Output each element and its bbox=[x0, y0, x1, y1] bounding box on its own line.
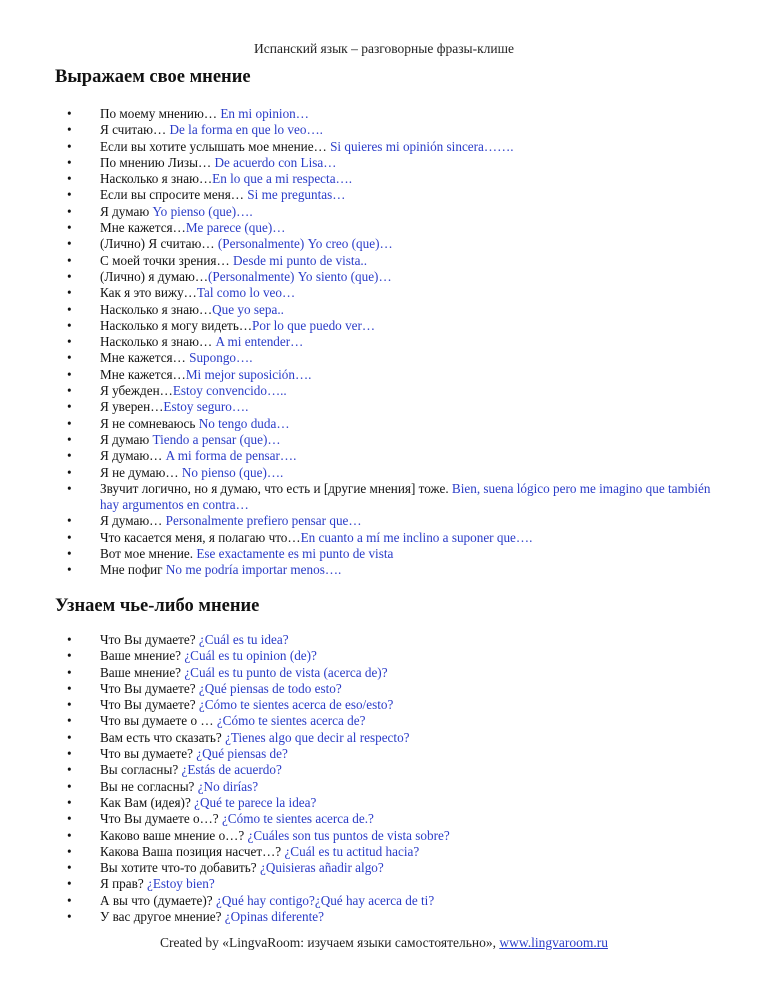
phrase-spanish: ¿Tienes algo que decir al respecto? bbox=[225, 729, 410, 745]
phrase-item bbox=[55, 909, 715, 925]
phrase-spanish: Estoy convencido….. bbox=[172, 383, 287, 399]
phrase-spanish: En mi opinion… bbox=[220, 106, 309, 121]
phrase-item bbox=[55, 632, 715, 648]
phrase-russian: Мне кажется… bbox=[100, 366, 186, 382]
phrase-spanish: Si me preguntas… bbox=[247, 187, 346, 203]
phrase-russian: Что Вы думаете о…? bbox=[100, 811, 222, 827]
phrase-russian: По мнению Лизы… bbox=[100, 154, 215, 170]
phrase-spanish: ¿Cuál es tu idea? bbox=[198, 632, 289, 647]
phrase-item bbox=[55, 285, 715, 301]
phrase-spanish: No me podría importar menos…. bbox=[165, 562, 342, 578]
phrase-spanish: Por lo que puedo ver… bbox=[252, 317, 376, 333]
phrase-item bbox=[55, 811, 715, 827]
phrase-russian: Мне кажется… bbox=[100, 350, 190, 366]
phrase-item bbox=[55, 187, 715, 203]
phrase-item bbox=[55, 106, 715, 122]
phrase-russian: Я уверен… bbox=[100, 399, 164, 415]
phrase-spanish: Estoy seguro…. bbox=[163, 399, 249, 415]
phrase-spanish: Bien, suena lógico pero me imagino que también hay argumentos en contra… bbox=[100, 480, 711, 513]
page-footer bbox=[0, 935, 768, 951]
phrase-item bbox=[55, 383, 715, 399]
phrase-item bbox=[55, 762, 715, 778]
phrase-spanish: ¿Cuál es tu actitud hacia? bbox=[284, 843, 420, 859]
phrase-item bbox=[55, 204, 715, 220]
phrase-item bbox=[55, 334, 715, 350]
footer-text: Created by «LingvaRoom: изучаем языки самостоятельно», bbox=[160, 935, 500, 950]
phrase-russian: Звучит логично, но я думаю, что есть и [другие мнения] тоже. bbox=[100, 480, 452, 496]
phrase-spanish: ¿Cómo te sientes acerca de eso/esto? bbox=[198, 697, 394, 713]
phrase-russian: У вас другое мнение? bbox=[100, 909, 225, 925]
footer-link[interactable]: www.lingvaroom.ru bbox=[499, 935, 608, 950]
phrase-spanish: No tengo duda… bbox=[198, 415, 290, 431]
phrase-russian: Насколько я могу видеть… bbox=[100, 317, 253, 333]
phrase-item bbox=[55, 844, 715, 860]
phrase-spanish: En cuanto a mí me inclino a suponer que…. bbox=[300, 529, 533, 545]
phrase-spanish: ¿Cómo te sientes acerca de.? bbox=[221, 811, 374, 827]
phrase-item bbox=[55, 530, 715, 546]
phrase-russian: Мне кажется… bbox=[100, 220, 186, 236]
phrase-item bbox=[55, 122, 715, 138]
phrase-spanish: Que yo sepa.. bbox=[212, 301, 284, 317]
phrase-list-express-opinion bbox=[55, 106, 715, 579]
phrase-russian: Если вы спросите меня… bbox=[100, 187, 248, 203]
phrase-russian: Как я это вижу… bbox=[100, 285, 197, 301]
phrase-item bbox=[55, 779, 715, 795]
phrase-spanish: Ese exactamente es mi punto de vista bbox=[196, 546, 394, 562]
phrase-item bbox=[55, 253, 715, 269]
phrase-russian: Я думаю… bbox=[100, 448, 166, 464]
phrase-russian: Вот мое мнение. bbox=[100, 546, 197, 562]
phrase-spanish: ¿Cuál es tu opinion (de)? bbox=[184, 648, 317, 664]
phrase-spanish: Tiendo a pensar (que)… bbox=[152, 431, 281, 447]
phrase-item bbox=[55, 139, 715, 155]
section-heading-ask-opinion: Узнаем чье-либо мнение bbox=[55, 596, 260, 616]
phrase-russian: А вы что (думаете)? bbox=[100, 892, 216, 908]
phrase-spanish: Mi mejor suposición…. bbox=[185, 366, 312, 382]
phrase-spanish: En lo que a mi respecta…. bbox=[212, 171, 353, 187]
phrase-russian: Какова Ваша позиция насчет…? bbox=[100, 843, 285, 859]
phrase-russian: Ваше мнение? bbox=[100, 664, 185, 680]
phrase-spanish: No pienso (que)…. bbox=[181, 464, 284, 480]
phrase-item bbox=[55, 465, 715, 481]
phrase-item bbox=[55, 269, 715, 285]
phrase-item bbox=[55, 681, 715, 697]
phrase-list-ask-opinion bbox=[55, 632, 715, 925]
phrase-item bbox=[55, 367, 715, 383]
phrase-russian: Что вы думаете? bbox=[100, 746, 197, 762]
phrase-spanish: ¿Qué hay contigo?¿Qué hay acerca de ti? bbox=[215, 892, 435, 908]
phrase-item bbox=[55, 860, 715, 876]
phrase-item bbox=[55, 746, 715, 762]
phrase-russian: Вы согласны? bbox=[100, 762, 182, 778]
phrase-spanish: A mi forma de pensar…. bbox=[165, 448, 297, 464]
phrase-russian: Что касается меня, я полагаю что… bbox=[100, 529, 301, 545]
page-header: Испанский язык – разговорные фразы-клише bbox=[254, 41, 514, 56]
phrase-russian: Я считаю… bbox=[100, 122, 170, 138]
phrase-spanish: ¿Qué piensas de todo esto? bbox=[198, 680, 342, 696]
phrase-item bbox=[55, 448, 715, 464]
phrase-russian: Насколько я знаю… bbox=[100, 334, 216, 350]
phrase-item bbox=[55, 713, 715, 729]
phrase-item bbox=[55, 155, 715, 171]
phrase-item bbox=[55, 546, 715, 562]
phrase-spanish: De la forma en que lo veo…. bbox=[169, 122, 323, 138]
phrase-russian: Вы хотите что-то добавить? bbox=[100, 860, 260, 876]
phrase-item bbox=[55, 893, 715, 909]
phrase-russian: С моей точки зрения… bbox=[100, 252, 233, 268]
phrase-russian: Вам есть что сказать? bbox=[100, 729, 226, 745]
phrase-russian: Я не сомневаюсь bbox=[100, 415, 199, 431]
phrase-spanish: ¿Cuáles son tus puntos de vista sobre? bbox=[247, 827, 450, 843]
phrase-russian: Насколько я знаю… bbox=[100, 171, 213, 187]
phrase-spanish: ¿Qué piensas de? bbox=[196, 746, 288, 762]
phrase-spanish: Me parece (que)… bbox=[185, 220, 286, 236]
phrase-russian: Я убежден… bbox=[100, 383, 173, 399]
phrase-spanish: Supongo…. bbox=[189, 350, 253, 366]
phrase-russian: Ваше мнение? bbox=[100, 648, 185, 664]
phrase-spanish: Desde mi punto de vista.. bbox=[232, 252, 368, 268]
phrase-item bbox=[55, 318, 715, 334]
phrase-spanish: De acuerdo con Lisa… bbox=[214, 154, 337, 170]
phrase-item bbox=[55, 399, 715, 415]
phrase-russian: Каково ваше мнение о…? bbox=[100, 827, 248, 843]
phrase-russian: Насколько я знаю… bbox=[100, 301, 213, 317]
phrase-spanish: ¿Estás de acuerdo? bbox=[181, 762, 282, 778]
phrase-item bbox=[55, 730, 715, 746]
phrase-item bbox=[55, 350, 715, 366]
phrase-spanish: Tal como lo veo… bbox=[196, 285, 296, 301]
phrase-russian: Мне пофиг bbox=[100, 562, 166, 578]
phrase-item bbox=[55, 562, 715, 578]
phrase-russian: Как Вам (идея)? bbox=[100, 794, 195, 810]
phrase-item bbox=[55, 665, 715, 681]
phrase-item bbox=[55, 171, 715, 187]
phrase-item bbox=[55, 220, 715, 236]
phrase-item bbox=[55, 416, 715, 432]
phrase-spanish: Personalmente prefiero pensar que… bbox=[165, 513, 362, 529]
phrase-item bbox=[55, 481, 715, 514]
phrase-item bbox=[55, 302, 715, 318]
phrase-spanish: ¿No dirías? bbox=[197, 778, 259, 794]
phrase-russian: Вы не согласны? bbox=[100, 778, 198, 794]
phrase-spanish: ¿Estoy bien? bbox=[146, 876, 215, 892]
phrase-spanish: Si quieres mi opinión sincera……. bbox=[330, 138, 514, 154]
phrase-russian: Я прав? bbox=[100, 876, 147, 892]
phrase-spanish: A mi entender… bbox=[215, 334, 304, 350]
phrase-item bbox=[55, 876, 715, 892]
phrase-russian: По моему мнению… bbox=[100, 106, 221, 121]
phrase-spanish: Yo pienso (que)…. bbox=[152, 203, 253, 219]
phrase-russian: Что вы думаете о … bbox=[100, 713, 217, 729]
phrase-russian: Если вы хотите услышать мое мнение… bbox=[100, 138, 331, 154]
phrase-item bbox=[55, 432, 715, 448]
phrase-russian: Я думаю… bbox=[100, 513, 166, 529]
phrase-russian: (Лично) я думаю… bbox=[100, 268, 209, 284]
phrase-spanish: ¿Opinas diferente? bbox=[224, 909, 325, 925]
phrase-item bbox=[55, 236, 715, 252]
phrase-russian: Я не думаю… bbox=[100, 464, 182, 480]
phrase-russian: Я думаю bbox=[100, 203, 153, 219]
section-heading-express-opinion: Выражаем свое мнение bbox=[55, 67, 251, 87]
phrase-spanish: ¿Quisieras añadir algo? bbox=[259, 860, 384, 876]
phrase-russian: (Лично) Я считаю… bbox=[100, 236, 218, 252]
phrase-item bbox=[55, 795, 715, 811]
phrase-spanish: (Personalmente) Yo siento (que)… bbox=[208, 268, 392, 284]
phrase-spanish: (Personalmente) Yo creo (que)… bbox=[217, 236, 393, 252]
phrase-spanish: ¿Cómo te sientes acerca de? bbox=[216, 713, 366, 729]
phrase-russian: Что Вы думаете? bbox=[100, 632, 199, 647]
phrase-russian: Что Вы думаете? bbox=[100, 680, 199, 696]
phrase-russian: Что Вы думаете? bbox=[100, 697, 199, 713]
phrase-spanish: ¿Qué te parece la idea? bbox=[194, 794, 317, 810]
phrase-item bbox=[55, 513, 715, 529]
phrase-spanish: ¿Cuál es tu punto de vista (acerca de)? bbox=[184, 664, 388, 680]
phrase-item bbox=[55, 697, 715, 713]
phrase-item bbox=[55, 828, 715, 844]
phrase-item bbox=[55, 648, 715, 664]
phrase-russian: Я думаю bbox=[100, 431, 153, 447]
